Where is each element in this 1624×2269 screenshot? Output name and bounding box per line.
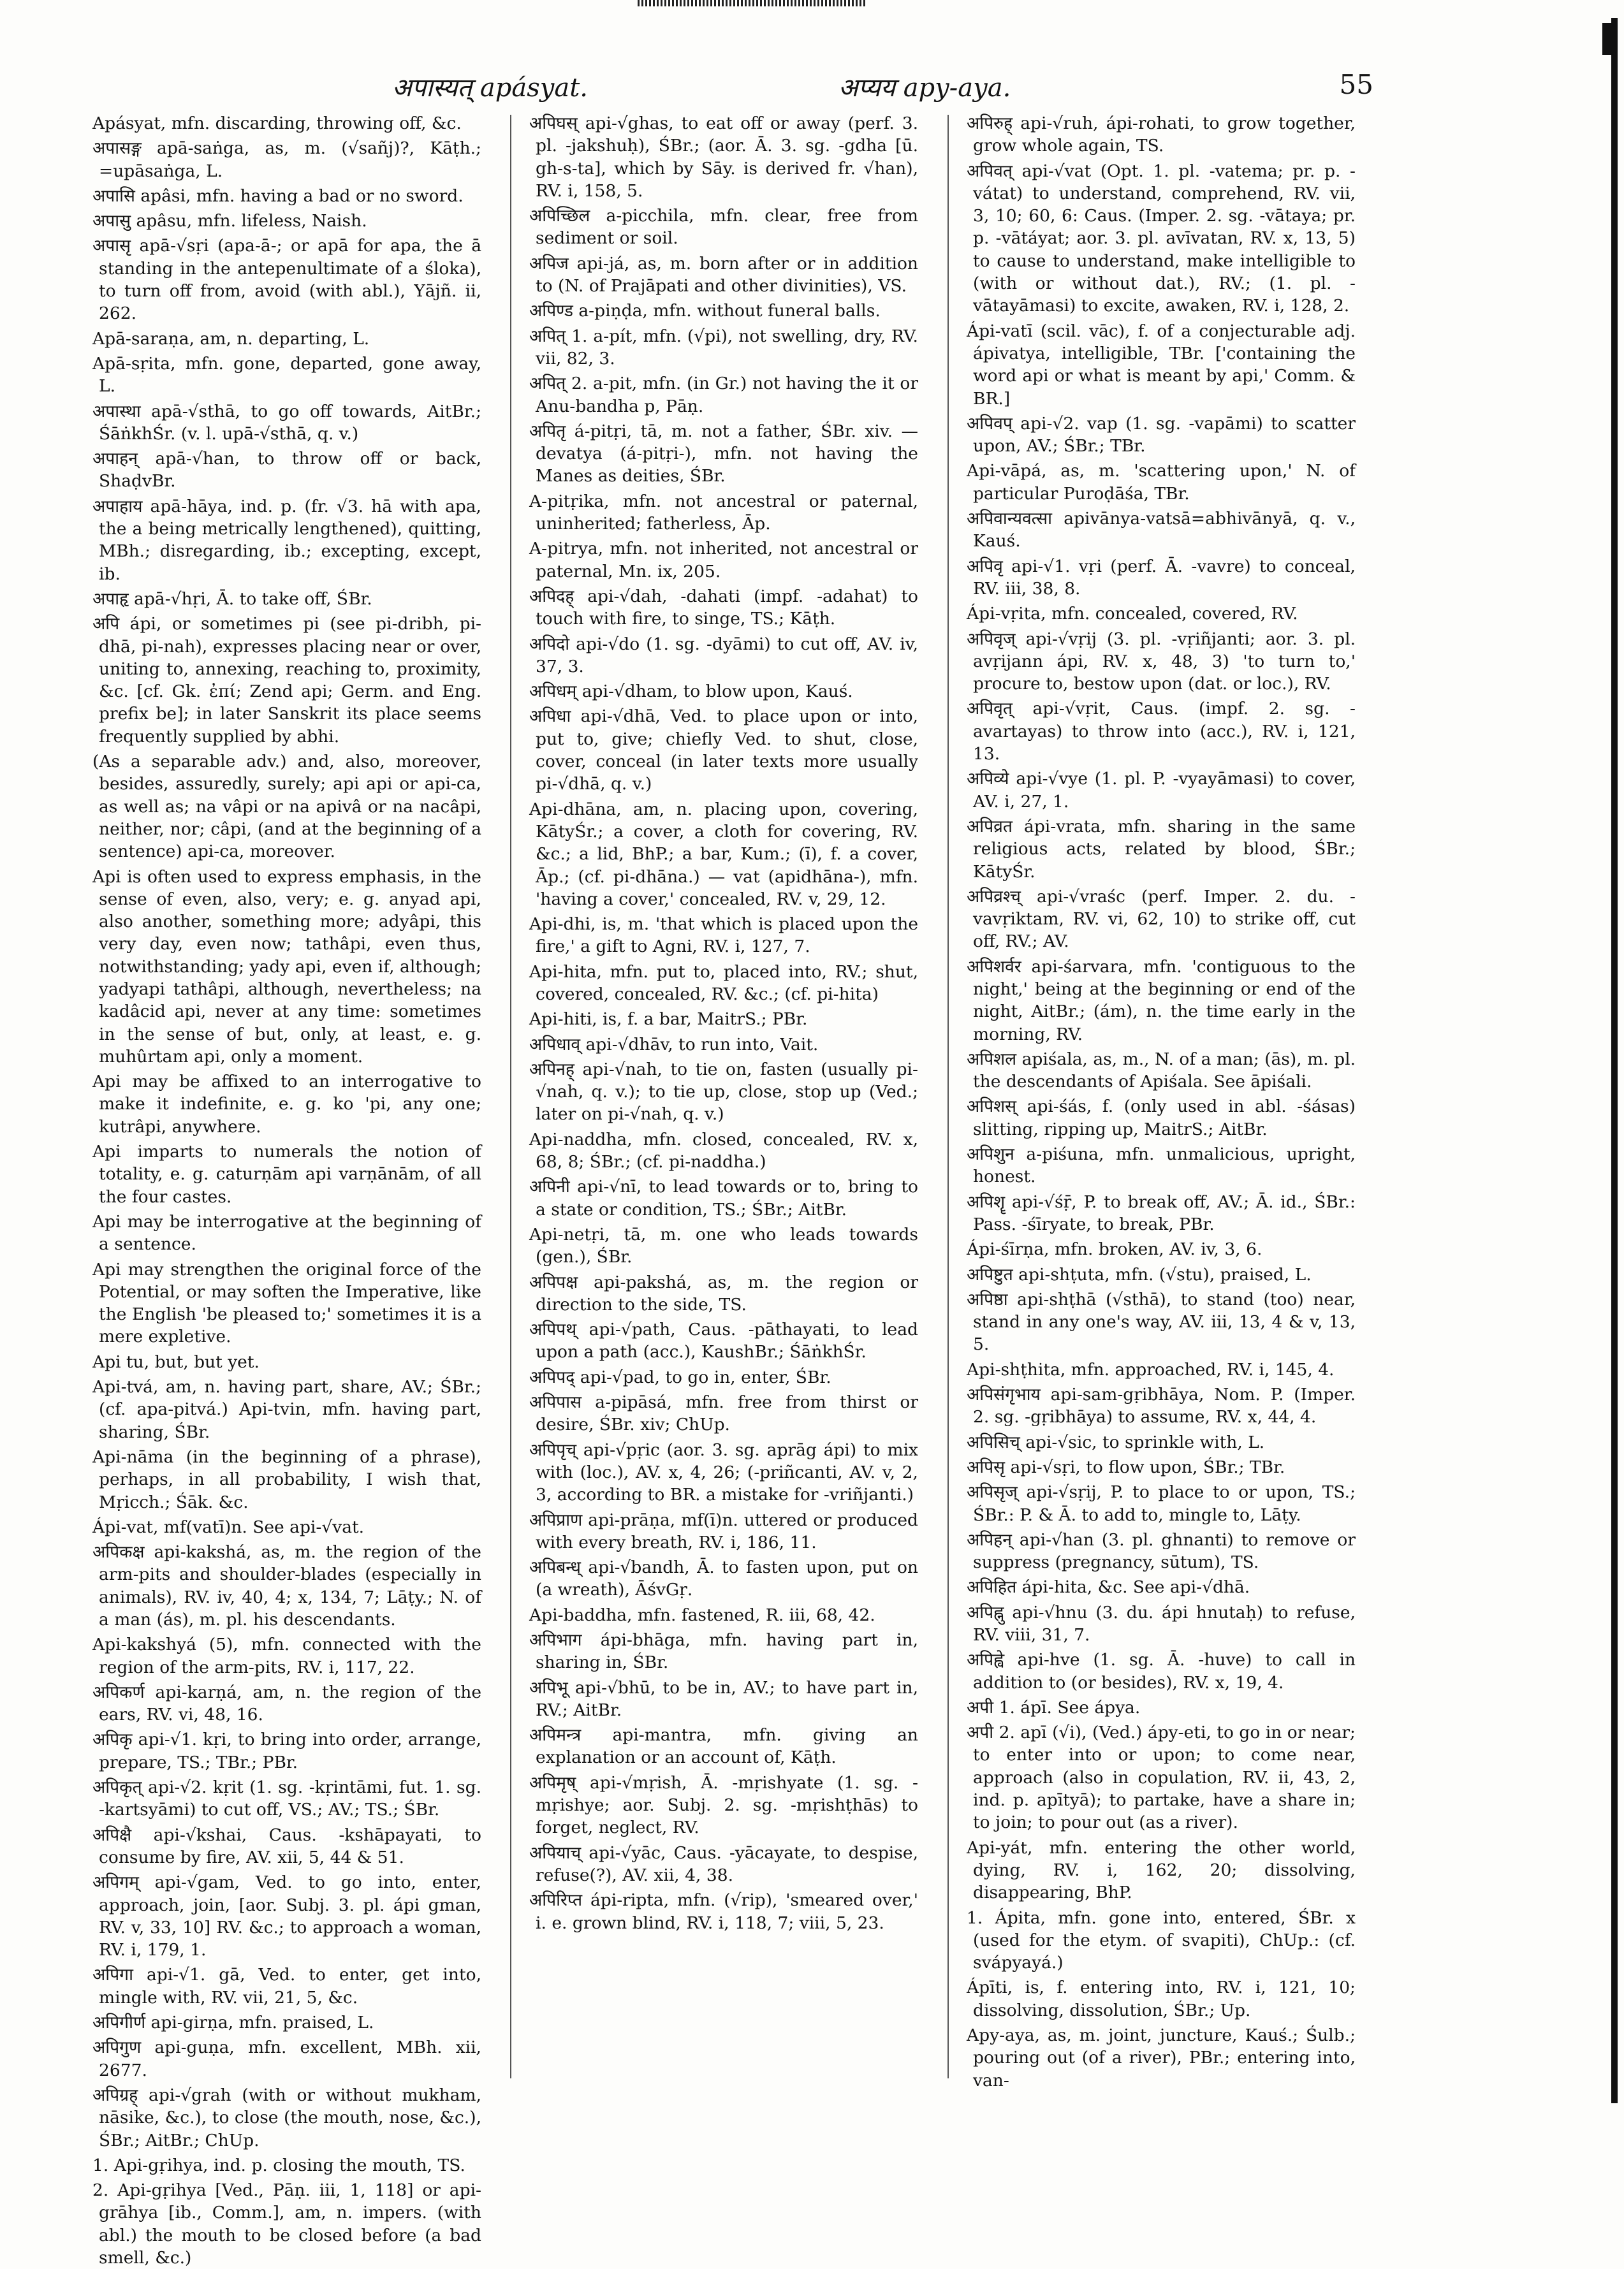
dictionary-entry: अपिकर्ण api-karṇá, am, n. the region of the ears, RV. vi, 48, 16. <box>92 1682 481 1725</box>
dictionary-entry: Ápi-vatī (scil. vāc), f. of a conjecturable adj. ápivatya, intelligible, TBr. ['containing the word api or what is meant by api,' Comm. & BR.] <box>967 321 1356 409</box>
dictionary-entry: अपाहाय apā-hāya, ind. p. (fr. √3. hā with apa, the a being metrically lengthened), quitting, MBh.; disregarding, ib.; excepting, except, ib. <box>92 496 481 584</box>
dictionary-entry: अपिगीर्ण api-girṇa, mfn. praised, L. <box>92 2013 374 2033</box>
dictionary-entry: अपिवत् api-√vat (Opt. 1. pl. -vatema; pr. p. -vátat) to understand, comprehend, RV. vii, 3, 10; 60, 6: Caus. (Imper. 2. sg. -vātaya; pr. p. -vātáyat; aor. 3. pl. avīvatan, RV. x, 13, 5) to cause to understand, make intelligible to (with or without dat.), RV.; (1. pl. -vātayāmasi) to excite, awaken, RV. i, 128, 2. <box>967 161 1356 316</box>
dictionary-entry: अपिबन्ध् api-√bandh, Ā. to fasten upon, put on (a wreath), ĀśvGṛ. <box>529 1558 918 1600</box>
dictionary-entry: अपिपद् api-√pad, to go in, enter, ŚBr. <box>529 1367 831 1387</box>
dictionary-entry: अपिदो api-√do (1. sg. -dyāmi) to cut off, AV. iv, 37, 3. <box>529 634 918 676</box>
dictionary-entry: अपिधम् api-√dham, to blow upon, Kauś. <box>529 682 853 702</box>
dictionary-entry: Api-hiti, is, f. a bar, MaitrS.; PBr. <box>529 1009 808 1030</box>
dictionary-entry: अपिव्रश्च् api-√vraśc (perf. Imper. 2. du. -vavṛiktam, RV. vi, 62, 10) to strike off, cut off, RV.; AV. <box>967 886 1356 952</box>
dictionary-entry: अपिगम् api-√gam, Ved. to go into, enter, approach, join, [aor. Subj. 3. pl. ápi gman, RV. v, 33, 10] RV. &c.; to approach a woman, RV. i, 179, 1. <box>92 1872 481 1960</box>
dictionary-entry: अपिहन् api-√han (3. pl. ghnanti) to remove or suppress (pregnancy, sūtum), TS. <box>967 1529 1356 1573</box>
dictionary-entry: Api-kakshyá (5), mfn. connected with the region of the arm-pits, RV. i, 117, 22. <box>92 1635 481 1677</box>
dictionary-entry: अपिक्षै api-√kshai, Caus. -kshāpayati, to consume by fire, AV. xii, 5, 44 & 51. <box>92 1825 481 1867</box>
dictionary-entry: Api is often used to express emphasis, in the sense of even, also, very; e. g. anyad api, also another, something more; adyâpi, this very day, even now; tathâpi, even thus, notwithstanding; yady api, even if, although; yadyapi tathâpi, although, nevertheless; na kadâcid api, never at any time: sometimes in the sense of but, only, at least, e. g. muhûrtam api, only a moment. <box>92 866 481 1067</box>
dictionary-entry: Api-dhāna, am, n. placing upon, covering, KātyŚr.; a cover, a cloth for covering, RV. &c.; a lid, BhP.; a bar, Kum.; (ī), f. a cover, Āp.; (cf. pi-dhāna.) — vat (apidhāna-), mfn. 'having a cover,' concealed, RV. v, 29, 12. <box>529 799 918 909</box>
dictionary-entry: Api-hita, mfn. put to, placed into, RV.; shut, covered, concealed, RV. &c.; (cf. pi-hita) <box>529 961 918 1004</box>
scan-artifact <box>638 0 867 6</box>
dictionary-entry: अपिघस् api-√ghas, to eat off or away (perf. 3. pl. -jakshuḥ), ŚBr.; (aor. Ā. 3. sg. -gdha [ū. gh-s-ta], which by Sāy. is derived fr. √han), RV. i, 158, 5. <box>529 113 918 201</box>
dictionary-entry: Ápi-vat, mf(vatī)n. See api-√vat. <box>92 1517 365 1537</box>
dictionary-entry: अपी 2. apī (√i), (Ved.) ápy-eti, to go in or near; to enter into or upon; to come near, approach (also in copulation, RV. ii, 43, 2, ind. p. apītyā); to partake, have a share in; to join; to pour out (as a river). <box>967 1723 1356 1833</box>
dictionary-entry: Ápi-śīrṇa, mfn. broken, AV. iv, 3, 6. <box>967 1239 1262 1260</box>
dictionary-entry: Api may strengthen the original force of the Potential, or may soften the Imperative, like the English 'be pleased to;' sometimes it is a mere expletive. <box>92 1259 481 1347</box>
dictionary-entry: अपासृ apā-√sṛi (apa-ā-; or apā for apa, the ā standing in the antepenultimate of a śloka), to turn off from, avoid (with abl.), Yājñ. ii, 262. <box>92 236 481 324</box>
dictionary-entry: अपिह्नु api-√hnu (3. du. ápi hnutaḥ) to refuse, RV. viii, 31, 7. <box>967 1602 1356 1645</box>
page-edge-bar <box>1611 18 1618 2103</box>
dictionary-entry: (As a separable adv.) and, also, moreover, besides, assuredly, surely; api api or api-ca, as well as; na vâpi or na apivâ or na nacâpi, neither, nor; câpi, (and at the beginning of a sentence) api-ca, moreover. <box>92 752 481 862</box>
dictionary-entry: अपिरुह् api-√ruh, ápi-rohati, to grow together, grow whole again, TS. <box>967 113 1356 156</box>
dictionary-entry: अपिवप् api-√2. vap (1. sg. -vapāmi) to scatter upon, AV.; ŚBr.; TBr. <box>967 413 1356 456</box>
dictionary-entry: अपिमृष् api-√mṛish, Ā. -mṛishyate (1. sg. -mṛishye; aor. Subj. 2. sg. -mṛishṭhās) to forget, neglect, RV. <box>529 1772 918 1838</box>
dictionary-entry: Api-shṭhita, mfn. approached, RV. i, 145, 4. <box>967 1359 1335 1380</box>
dictionary-entry: Apā-saraṇa, am, n. departing, L. <box>92 328 370 349</box>
dictionary-entry: Api-tvá, am, n. having part, share, AV.; ŚBr.; (cf. apa-pitvá.) Api-tvin, mfn. having part, sharing, ŚBr. <box>92 1377 481 1442</box>
running-head-left: अपास्यत् apásyat. <box>392 73 588 103</box>
dictionary-entry: अपिमन्त्र api-mantra, mfn. giving an explanation or an account of, Kāṭh. <box>529 1725 918 1768</box>
dictionary-entry: Api-vāpá, as, m. 'scattering upon,' N. of particular Puroḍāśa, TBr. <box>967 461 1356 504</box>
dictionary-entry: अपिपक्ष api-pakshá, as, m. the region or direction to the side, TS. <box>529 1272 918 1315</box>
column-2 <box>529 112 918 2076</box>
dictionary-entry: अपिह्वे api-hve (1. sg. Ā. -huve) to call in addition to (or besides), RV. x, 19, 4. <box>967 1650 1356 1693</box>
dictionary-entry: अपितृ á-pitṛi, tā, m. not a father, ŚBr. xiv. — devatya (á-pitṛi-), mfn. not having the Manes as deities, ŚBr. <box>529 421 918 486</box>
dictionary-entry: अपिसंगृभाय api-sam-gṛibhāya, Nom. P. (Imper. 2. sg. -gṛibhāya) to assume, RV. x, 44, 4. <box>967 1385 1356 1427</box>
dictionary-entry: Api-nāma (in the beginning of a phrase), perhaps, in all probability, I wish that, Mṛicch.; Śāk. &c. <box>92 1447 481 1512</box>
dictionary-entry: अपिगुण api-guṇa, mfn. excellent, MBh. xii, 2677. <box>92 2038 481 2080</box>
dictionary-entry: Api-netṛi, tā, m. one who leads towards (gen.), ŚBr. <box>529 1224 918 1267</box>
dictionary-entry: अपिधा api-√dhā, Ved. to place upon or into, put to, give; chiefly Ved. to shut, close, cover, conceal (in later texts more usually pi-√dhā, q. v.) <box>529 706 918 794</box>
dictionary-entry: अपिकक्ष api-kakshá, as, m. the region of the arm-pits and shoulder-blades (especially in animals), RV. iv, 40, 4; x, 134, 7; Lāṭy.; N. of a man (ás), m. pl. his descendants. <box>92 1542 481 1630</box>
dictionary-entry: अपिशल apiśala, as, m., N. of a man; (ās), m. pl. the descendants of Apiśala. See āpiśali. <box>967 1049 1356 1092</box>
dictionary-entry: अपिपास a-pipāsá, mfn. free from thirst or desire, ŚBr. xiv; ChUp. <box>529 1392 918 1435</box>
dictionary-entry: अपिप्राण api-prāṇa, mf(ī)n. uttered or produced with every breath, RV. i, 186, 11. <box>529 1510 918 1552</box>
page-edge-tick <box>1602 23 1613 55</box>
dictionary-entry: अपिहित ápi-hita, &c. See api-√dhā. <box>967 1577 1250 1598</box>
dictionary-entry: 2. Api-gṛihya [Ved., Pāṇ. iii, 1, 118] or api-grāhya [ib., Comm.], am, n. impers. (with abl.) the mouth to be closed before (a bad smell, &c.) <box>92 2180 481 2268</box>
dictionary-entry: Api-dhi, is, m. 'that which is placed upon the fire,' a gift to Agni, RV. i, 127, 7. <box>529 914 918 957</box>
column-3 <box>967 112 1356 2090</box>
dictionary-entry: Ápi-vṛita, mfn. concealed, covered, RV. <box>967 604 1298 624</box>
dictionary-entry: अपिपृच् api-√pṛic (aor. 3. sg. aprāg ápi) to mix with (loc.), AV. x, 4, 26; (-priñcanti, AV. v, 2, 3, according to BR. a mistake for -vriñjanti.) <box>529 1440 918 1505</box>
dictionary-entry: Apásyat, mfn. discarding, throwing off, &c. <box>92 113 462 133</box>
dictionary-entry: Api tu, but, but yet. <box>92 1352 260 1372</box>
dictionary-entry: अपिपथ् api-√path, Caus. -pāthayati, to lead upon a path (acc.), KaushBr.; ŚāṅkhŚr. <box>529 1320 918 1362</box>
dictionary-entry: 1. Api-gṛihya, ind. p. closing the mouth, TS. <box>92 2155 465 2175</box>
page-number: 55 <box>1339 69 1373 100</box>
dictionary-entry: अपाहृ apā-√hṛi, Ā. to take off, ŚBr. <box>92 588 372 609</box>
dictionary-entry: Api-naddha, mfn. closed, concealed, RV. x, 68, 8; ŚBr.; (cf. pi-naddha.) <box>529 1129 918 1172</box>
dictionary-entry: अपिशस् api-śás, f. (only used in abl. -śásas) slitting, ripping up, MaitrS.; AitBr. <box>967 1097 1356 1139</box>
column-divider <box>947 115 949 2078</box>
dictionary-entry: A-pitṛika, mfn. not ancestral or paternal, uninherited; fatherless, Āp. <box>529 491 918 534</box>
dictionary-entry: अपिसृ api-√sṛi, to flow upon, ŚBr.; TBr. <box>967 1457 1285 1477</box>
dictionary-entry: अपिवान्यवत्सा apivānya-vatsā=abhivānyā, q. v., Kauś. <box>967 509 1356 551</box>
dictionary-entry: अपिशुन a-piśuna, mfn. unmalicious, upright, honest. <box>967 1144 1356 1187</box>
dictionary-entry: अपिव्ये api-√vye (1. pl. P. -vyayāmasi) to cover, AV. i, 27, 1. <box>967 769 1356 812</box>
column-1 <box>92 112 481 2268</box>
dictionary-entry: Api may be affixed to an interrogative to make it indefinite, e. g. ko 'pi, any one; kutrâpi, anywhere. <box>92 1072 481 1137</box>
dictionary-entry: अपिष्टुत api-shṭuta, mfn. (√stu), praised, L. <box>967 1264 1312 1285</box>
dictionary-entry: अपास्था apā-√sthā, to go off towards, AitBr.; ŚāṅkhŚr. (v. l. upā-√sthā, q. v.) <box>92 401 481 444</box>
dictionary-entry: अपित् 2. a-pit, mfn. (in Gr.) not having the it or Anu-bandha p, Pāṇ. <box>529 374 918 416</box>
dictionary-entry: अपिवृत् api-√vṛit, Caus. (impf. 2. sg. -avartayas) to throw into (acc.), RV. i, 121, 13. <box>967 699 1356 764</box>
dictionary-entry: अपिधाव् api-√dhāv, to run into, Vait. <box>529 1034 819 1054</box>
dictionary-entry: अपित् 1. a-pít, mfn. (√pi), not swelling, dry, RV. vii, 82, 3. <box>529 326 918 368</box>
dictionary-entry: अपिण्ड a-piṇḍa, mfn. without funeral balls. <box>529 301 881 321</box>
dictionary-entry: Apā-sṛita, mfn. gone, departed, gone away, L. <box>92 353 481 397</box>
column-divider <box>510 115 511 2078</box>
dictionary-entry: Api may be interrogative at the beginning of a sentence. <box>92 1211 481 1255</box>
dictionary-entry: अपी 1. ápī. See ápya. <box>967 1697 1141 1718</box>
dictionary-entry: अपिग्रह् api-√grah (with or without mukham, nāsike, &c.), to close (the mouth, nose, &c.), ŚBr.; AitBr.; ChUp. <box>92 2085 481 2150</box>
dictionary-entry: Api-baddha, mfn. fastened, R. iii, 68, 42. <box>529 1605 875 1625</box>
dictionary-entry: अपिष्ठा api-shṭhā (√sthā), to stand (too) near, stand in any one's way, AV. iii, 13, 4 & v, 13, 5. <box>967 1289 1356 1355</box>
dictionary-entry: अपिवृज् api-√vṛij (3. pl. -vṛiñjanti; aor. 3. pl. avṛijann ápi, RV. x, 48, 3) 'to turn to,' procure to, bestow upon (dat. or loc.), RV. <box>967 629 1356 694</box>
dictionary-entry: Ápīti, is, f. entering into, RV. i, 121, 10; dissolving, dissolution, ŚBr.; Up. <box>967 1978 1356 2020</box>
dictionary-entry: अपिवृ api-√1. vṛi (perf. Ā. -vavre) to conceal, RV. iii, 38, 8. <box>967 556 1356 599</box>
dictionary-entry: 1. Ápita, mfn. gone into, entered, ŚBr. x (used for the etym. of svapiti), ChUp.: (cf. svápyayá.) <box>967 1908 1356 1973</box>
dictionary-entry: A-pitrya, mfn. not inherited, not ancestral or paternal, Mn. ix, 205. <box>529 539 918 581</box>
dictionary-entry: अपिनह् api-√nah, to tie on, fasten (usually pi-√nah, q. v.); to tie up, close, stop up (Ved.; later on pi-√nah, q. v.) <box>529 1059 918 1125</box>
dictionary-entry: अपिशर्वर api-śarvara, mfn. 'contiguous to the night,' being at the beginning or end of the night, AitBr.; (ám), n. the time early in the morning, RV. <box>967 956 1356 1044</box>
dictionary-entry: अपासङ्ग apā-saṅga, as, m. (√sañj)?, Kāṭh.; =upāsaṅga, L. <box>92 138 481 181</box>
dictionary-entry: अपिकृत् api-√2. kṛit (1. sg. -kṛintāmi, fut. 1. sg. -kartsyāmi) to cut off, VS.; AV.; TS.; ŚBr. <box>92 1777 481 1820</box>
dictionary-entry: अपिज api-já, as, m. born after or in addition to (N. of Prajāpati and other divinities), VS. <box>529 253 918 296</box>
dictionary-entry: अपिगा api-√1. gā, Ved. to enter, get into, mingle with, RV. vii, 21, 5, &c. <box>92 1965 481 2008</box>
dictionary-entry: Api imparts to numerals the notion of totality, e. g. caturṇām api varṇānām, of all the four castes. <box>92 1142 481 1207</box>
dictionary-entry: अपिरिप्त ápi-ripta, mfn. (√rip), 'smeared over,' i. e. grown blind, RV. i, 118, 7; viii, 5, 23. <box>529 1890 918 1933</box>
dictionary-entry: अपिनी api-√nī, to lead towards or to, bring to a state or condition, TS.; ŚBr.; AitBr. <box>529 1177 918 1220</box>
dictionary-entry: अपिभू api-√bhū, to be in, AV.; to have part in, RV.; AitBr. <box>529 1677 918 1720</box>
dictionary-entry: अपिच्छिल a-picchila, mfn. clear, free from sediment or soil. <box>529 206 918 249</box>
dictionary-entry: अपियाच् api-√yāc, Caus. -yācayate, to despise, refuse(?), AV. xii, 4, 38. <box>529 1842 918 1885</box>
dictionary-entry: अपासु apâsu, mfn. lifeless, Naish. <box>92 211 367 231</box>
dictionary-entry: अपासि apâsi, mfn. having a bad or no sword. <box>92 186 464 206</box>
dictionary-entry: Api-yát, mfn. entering the other world, dying, RV. i, 162, 20; dissolving, disappearing, BhP. <box>967 1837 1356 1903</box>
dictionary-entry: अपिसृज् api-√sṛij, P. to place to or upon, TS.; ŚBr.: P. & Ā. to add to, mingle to, Lāṭy. <box>967 1482 1356 1525</box>
dictionary-entry: Apy-aya, as, m. joint, juncture, Kauś.; Śulb.; pouring out (of a river), PBr.; entering into, van- <box>967 2025 1356 2090</box>
dictionary-entry: अपि ápi, or sometimes pi (see pi-dribh, pi-dhā, pi-nah), expresses placing near or over, uniting to, annexing, reaching to, proximity, &c. [cf. Gk. ἐπί; Zend api; Germ. and Eng. prefix be]; in later Sanskrit its place seems frequently supplied by abhi. <box>92 614 481 747</box>
dictionary-entry: अपिदह् api-√dah, -dahati (impf. -adahat) to touch with fire, to singe, TS.; Kāṭh. <box>529 586 918 629</box>
dictionary-entry: अपिव्रत ápi-vrata, mfn. sharing in the same religious acts, related by blood, ŚBr.; KātyŚr. <box>967 816 1356 882</box>
dictionary-entry: अपिसिच् api-√sic, to sprinkle with, L. <box>967 1432 1265 1452</box>
dictionary-entry: अपाहन् apā-√han, to throw off or back, ShaḍvBr. <box>92 449 481 492</box>
running-head-center: अप्यय apy-aya. <box>838 73 1011 103</box>
dictionary-entry: अपिकृ api-√1. kṛi, to bring into order, arrange, prepare, TS.; TBr.; PBr. <box>92 1730 481 1772</box>
page-header <box>92 69 1373 107</box>
dictionary-entry: अपिशॄ api-√śṝ, P. to break off, AV.; Ā. id., ŚBr.: Pass. -śīryate, to break, PBr. <box>967 1192 1356 1234</box>
dictionary-entry: अपिभाग ápi-bhāga, mfn. having part in, sharing in, ŚBr. <box>529 1630 918 1673</box>
